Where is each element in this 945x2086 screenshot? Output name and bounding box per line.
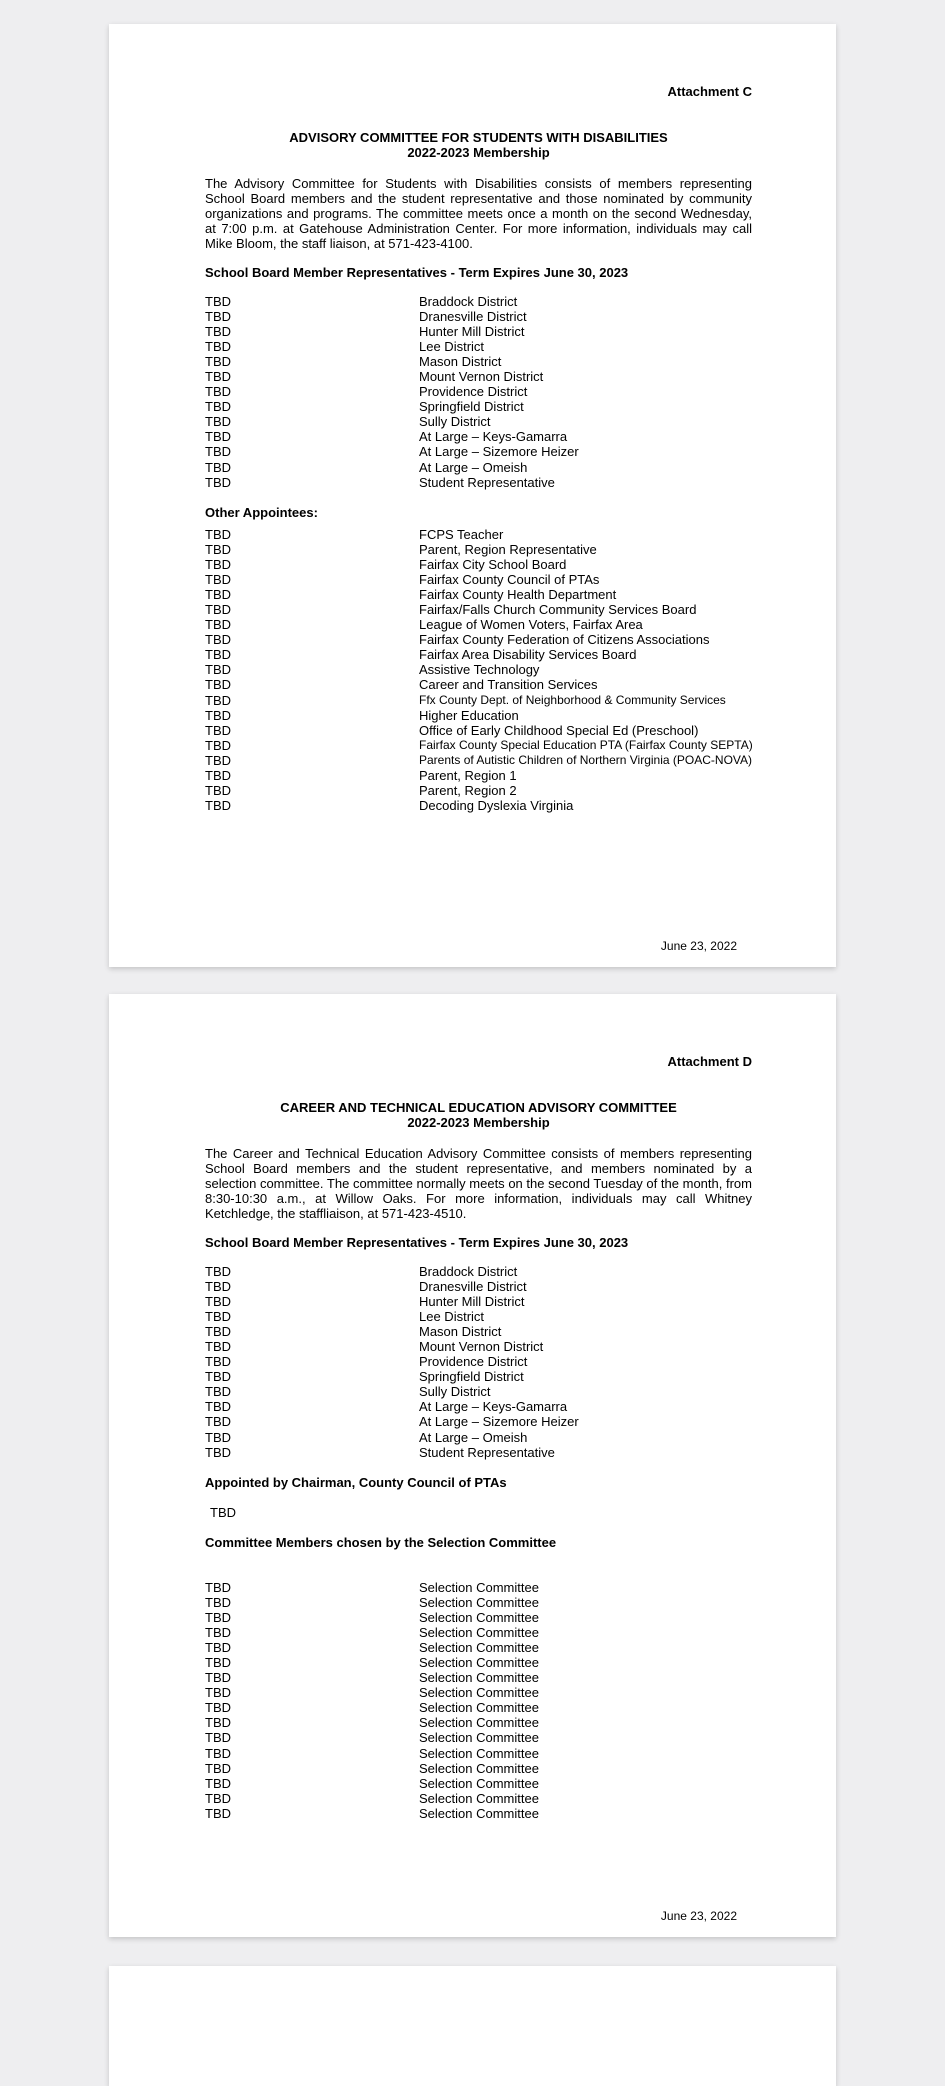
- roster-row: [205, 1655, 765, 1670]
- member-seat: Fairfax County Council of PTAs: [419, 572, 600, 588]
- chair-appointee-heading: Appointed by Chairman, County Council of PTAs: [205, 1475, 507, 1490]
- member-seat: Selection Committee: [419, 1745, 539, 1761]
- member-seat: Selection Committee: [419, 1775, 539, 1791]
- roster-row: [205, 1445, 765, 1460]
- member-seat: Hunter Mill District: [419, 1294, 525, 1310]
- roster-row: [205, 1354, 765, 1369]
- member-name: TBD: [205, 1790, 231, 1806]
- roster-row: [205, 1430, 765, 1445]
- school-board-roster: [205, 294, 765, 490]
- roster-row: [205, 369, 765, 384]
- chair-appointee: TBD: [210, 1505, 236, 1520]
- selection-committee-heading: Committee Members chosen by the Selection Committee: [205, 1535, 557, 1550]
- document-page-attachment-c: [109, 24, 836, 967]
- roster-row: [205, 783, 765, 798]
- member-name: TBD: [205, 752, 231, 768]
- roster-row: [205, 1324, 765, 1339]
- committee-title-text: ADVISORY COMMITTEE FOR STUDENTS WITH DISABILITIES: [289, 130, 668, 145]
- roster-row: [205, 677, 765, 692]
- member-name: TBD: [205, 587, 231, 603]
- member-name: TBD: [205, 1294, 231, 1310]
- footer-date: June 23, 2022: [660, 939, 737, 953]
- member-name: TBD: [205, 617, 231, 633]
- member-name: TBD: [205, 602, 231, 618]
- member-seat: Braddock District: [419, 294, 518, 309]
- member-name: TBD: [205, 369, 231, 385]
- member-name: TBD: [205, 384, 231, 400]
- roster-row: [205, 1761, 765, 1776]
- roster-row: [205, 1399, 765, 1414]
- attachment-label: Attachment D: [667, 1054, 752, 1069]
- member-seat: League of Women Voters, Fairfax Area: [419, 617, 643, 633]
- committee-title: [205, 1100, 752, 1130]
- roster-row: [205, 1670, 765, 1685]
- member-seat: Selection Committee: [419, 1595, 539, 1611]
- member-seat: Parent, Region 1: [419, 767, 517, 783]
- membership-year: 2022-2023 Membership: [407, 145, 550, 160]
- roster-row: [205, 693, 765, 708]
- member-name: TBD: [205, 797, 231, 813]
- roster-row: [205, 1715, 765, 1730]
- member-seat: Office of Early Childhood Special Ed (Preschool): [419, 722, 699, 738]
- roster-row: [205, 460, 765, 475]
- committee-description: The Advisory Committee for Students with Disabilities consists of members representing School Board members and the student representative and those nominated by community organizations and programs. The committee meets once a month on the second Wednesday, at 7:00 p.m. at Gatehouse Administration Center. For more information, individuals may call Mike Bloom, the staff liaison, at 571-423-4100.: [205, 176, 752, 251]
- member-seat: Springfield District: [419, 399, 524, 415]
- member-seat: Selection Committee: [419, 1640, 539, 1656]
- member-name: TBD: [205, 782, 231, 798]
- member-seat: Selection Committee: [419, 1610, 539, 1626]
- member-name: TBD: [205, 1775, 231, 1791]
- other-appointees-roster: [205, 527, 765, 813]
- member-name: TBD: [205, 1369, 231, 1385]
- member-seat: At Large – Keys-Gamarra: [419, 429, 568, 445]
- member-seat: At Large – Keys-Gamarra: [419, 1399, 568, 1415]
- member-name: TBD: [205, 399, 231, 415]
- school-board-heading: School Board Member Representatives - Term Expires June 30, 2023: [205, 265, 629, 280]
- roster-row: [205, 1309, 765, 1324]
- roster-row: [205, 542, 765, 557]
- member-name: TBD: [205, 429, 231, 445]
- member-seat: Selection Committee: [419, 1580, 539, 1595]
- committee-title: [205, 130, 752, 160]
- member-seat: Mount Vernon District: [419, 1339, 544, 1355]
- member-seat: Lee District: [419, 1309, 485, 1325]
- member-seat: Lee District: [419, 339, 485, 355]
- member-seat: Mason District: [419, 354, 502, 370]
- other-appointees-heading: Other Appointees:: [205, 505, 318, 520]
- member-seat: Ffx County Dept. of Neighborhood & Community Services: [419, 692, 726, 707]
- member-seat: Assistive Technology: [419, 662, 540, 678]
- school-board-heading: School Board Member Representatives - Term Expires June 30, 2023: [205, 1235, 629, 1250]
- roster-row: [205, 429, 765, 444]
- member-seat: Providence District: [419, 1354, 528, 1370]
- member-seat: At Large – Sizemore Heizer: [419, 1414, 579, 1430]
- roster-row: [205, 738, 765, 753]
- member-seat: Selection Committee: [419, 1655, 539, 1671]
- roster-row: [205, 708, 765, 723]
- member-seat: Selection Committee: [419, 1715, 539, 1731]
- selection-committee-roster: [205, 1580, 765, 1821]
- member-name: TBD: [205, 1700, 231, 1716]
- member-name: TBD: [205, 1429, 231, 1445]
- member-name: TBD: [205, 662, 231, 678]
- member-name: TBD: [205, 677, 231, 693]
- member-name: TBD: [205, 1730, 231, 1746]
- member-seat: Selection Committee: [419, 1700, 539, 1716]
- member-seat: Higher Education: [419, 707, 519, 723]
- roster-row: [205, 602, 765, 617]
- member-name: TBD: [205, 474, 231, 490]
- roster-row: [205, 339, 765, 354]
- roster-row: [205, 1640, 765, 1655]
- roster-row: [205, 753, 765, 768]
- member-seat: Fairfax County Health Department: [419, 587, 617, 603]
- roster-row: [205, 1414, 765, 1429]
- member-seat: Fairfax County Special Education PTA (Fairfax County SEPTA): [419, 737, 753, 752]
- member-name: TBD: [205, 1595, 231, 1611]
- roster-row: [205, 309, 765, 324]
- member-name: TBD: [205, 1685, 231, 1701]
- member-name: TBD: [205, 1339, 231, 1355]
- roster-row: [205, 1294, 765, 1309]
- footer-date: June 23, 2022: [660, 1909, 737, 1923]
- member-name: TBD: [205, 737, 231, 753]
- member-seat: Providence District: [419, 384, 528, 400]
- member-seat: Selection Committee: [419, 1625, 539, 1641]
- member-seat: At Large – Sizemore Heizer: [419, 444, 579, 460]
- member-seat: Sully District: [419, 1384, 491, 1400]
- member-name: TBD: [205, 444, 231, 460]
- school-board-roster: [205, 1264, 765, 1460]
- roster-row: [205, 324, 765, 339]
- member-name: TBD: [205, 647, 231, 663]
- roster-row: [205, 444, 765, 459]
- member-name: TBD: [205, 1384, 231, 1400]
- membership-year: 2022-2023 Membership: [407, 1115, 550, 1130]
- roster-row: [205, 723, 765, 738]
- member-name: TBD: [205, 1399, 231, 1415]
- member-seat: Parent, Region 2: [419, 782, 517, 798]
- roster-row: [205, 1806, 765, 1821]
- member-name: TBD: [205, 1354, 231, 1370]
- member-seat: Fairfax City School Board: [419, 557, 567, 573]
- member-name: TBD: [205, 339, 231, 355]
- member-name: TBD: [205, 1655, 231, 1671]
- member-seat: Braddock District: [419, 1264, 518, 1279]
- roster-row: [205, 399, 765, 414]
- member-name: TBD: [205, 309, 231, 325]
- member-seat: Selection Committee: [419, 1790, 539, 1806]
- member-seat: Selection Committee: [419, 1685, 539, 1701]
- member-name: TBD: [205, 572, 231, 588]
- member-name: TBD: [205, 1805, 231, 1821]
- roster-row: [205, 662, 765, 677]
- member-seat: Career and Transition Services: [419, 677, 598, 693]
- roster-row: [205, 1595, 765, 1610]
- roster-row: [205, 294, 765, 309]
- member-seat: At Large – Omeish: [419, 1429, 528, 1445]
- member-seat: Fairfax Area Disability Services Board: [419, 647, 637, 663]
- member-name: TBD: [205, 1760, 231, 1776]
- member-name: TBD: [205, 1640, 231, 1656]
- roster-row: [205, 798, 765, 813]
- roster-row: [205, 1625, 765, 1640]
- member-seat: Fairfax/Falls Church Community Services Board: [419, 602, 697, 618]
- member-name: TBD: [205, 1580, 231, 1595]
- roster-row: [205, 527, 765, 542]
- roster-row: [205, 587, 765, 602]
- member-name: TBD: [205, 722, 231, 738]
- member-name: TBD: [205, 1444, 231, 1460]
- attachment-label: Attachment C: [667, 84, 752, 99]
- roster-row: [205, 1580, 765, 1595]
- member-seat: Sully District: [419, 414, 491, 430]
- roster-row: [205, 414, 765, 429]
- member-name: TBD: [205, 707, 231, 723]
- member-seat: Parent, Region Representative: [419, 542, 597, 558]
- member-name: TBD: [205, 1324, 231, 1340]
- roster-row: [205, 647, 765, 662]
- roster-row: [205, 384, 765, 399]
- member-seat: Mount Vernon District: [419, 369, 544, 385]
- member-name: TBD: [205, 1715, 231, 1731]
- roster-row: [205, 354, 765, 369]
- member-name: TBD: [205, 459, 231, 475]
- member-name: TBD: [205, 1264, 231, 1279]
- member-name: TBD: [205, 354, 231, 370]
- roster-row: [205, 632, 765, 647]
- roster-row: [205, 1685, 765, 1700]
- roster-row: [205, 475, 765, 490]
- member-name: TBD: [205, 1670, 231, 1686]
- member-seat: Mason District: [419, 1324, 502, 1340]
- member-name: TBD: [205, 767, 231, 783]
- roster-row: [205, 1339, 765, 1354]
- member-seat: Dranesville District: [419, 1279, 527, 1295]
- member-seat: FCPS Teacher: [419, 527, 504, 542]
- roster-row: [205, 1384, 765, 1399]
- roster-row: [205, 1746, 765, 1761]
- member-seat: Student Representative: [419, 1444, 555, 1460]
- roster-row: [205, 768, 765, 783]
- member-seat: Dranesville District: [419, 309, 527, 325]
- member-name: TBD: [205, 632, 231, 648]
- committee-title-text: CAREER AND TECHNICAL EDUCATION ADVISORY COMMITTEE: [280, 1100, 677, 1115]
- member-seat: Selection Committee: [419, 1760, 539, 1776]
- roster-row: [205, 1730, 765, 1745]
- member-name: TBD: [205, 1610, 231, 1626]
- roster-row: [205, 1791, 765, 1806]
- member-name: TBD: [205, 294, 231, 309]
- roster-row: [205, 1279, 765, 1294]
- member-seat: Hunter Mill District: [419, 324, 525, 340]
- roster-row: [205, 617, 765, 632]
- member-seat: Student Representative: [419, 474, 555, 490]
- member-name: TBD: [205, 414, 231, 430]
- member-name: TBD: [205, 692, 231, 708]
- roster-row: [205, 1369, 765, 1384]
- roster-row: [205, 572, 765, 587]
- member-seat: Fairfax County Federation of Citizens Associations: [419, 632, 710, 648]
- member-seat: Selection Committee: [419, 1730, 539, 1746]
- member-seat: Selection Committee: [419, 1670, 539, 1686]
- member-seat: Parents of Autistic Children of Northern Virginia (POAC-NOVA): [419, 752, 753, 767]
- roster-row: [205, 557, 765, 572]
- roster-row: [205, 1264, 765, 1279]
- member-name: TBD: [205, 1745, 231, 1761]
- committee-description: The Career and Technical Education Advisory Committee consists of members representing School Board members and the student representative, and members nominated by a selection committee. The committee normally meets on the second Tuesday of the month, from 8:30-10:30 a.m., at Willow Oaks. For more information, individuals may call Whitney Ketchledge, the staffliaison, at 571-423-4510.: [205, 1146, 752, 1221]
- member-name: TBD: [205, 1279, 231, 1295]
- member-seat: Springfield District: [419, 1369, 524, 1385]
- member-seat: At Large – Omeish: [419, 459, 528, 475]
- member-name: TBD: [205, 1625, 231, 1641]
- member-name: TBD: [205, 1414, 231, 1430]
- member-name: TBD: [205, 557, 231, 573]
- member-name: TBD: [205, 324, 231, 340]
- roster-row: [205, 1610, 765, 1625]
- member-name: TBD: [205, 1309, 231, 1325]
- document-page-next: [109, 1966, 836, 2086]
- member-name: TBD: [205, 527, 231, 542]
- member-seat: Selection Committee: [419, 1805, 539, 1821]
- roster-row: [205, 1776, 765, 1791]
- document-page-attachment-d: [109, 994, 836, 1937]
- member-seat: Decoding Dyslexia Virginia: [419, 797, 574, 813]
- member-name: TBD: [205, 542, 231, 558]
- roster-row: [205, 1700, 765, 1715]
